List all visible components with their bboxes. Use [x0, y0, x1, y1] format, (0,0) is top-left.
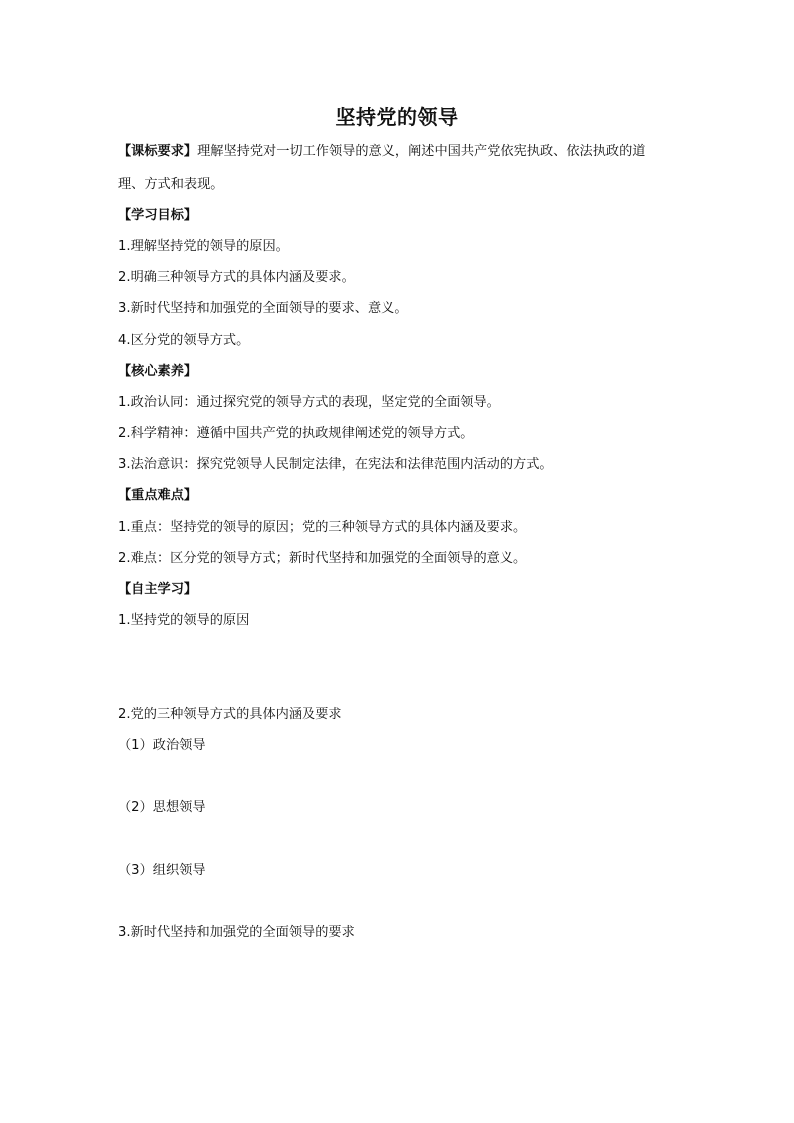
key-point-item: 2.难点：区分党的领导方式；新时代坚持和加强党的全面领导的意义。 [118, 551, 527, 566]
document-title: 坚持党的领导 [335, 105, 459, 129]
course-requirement-text: 理解坚持党对一切工作领导的意义，阐述中国共产党依宪执政、依法执政的道 [197, 144, 646, 159]
key-point-item: 1.重点：坚持党的领导的原因；党的三种领导方式的具体内涵及要求。 [118, 520, 527, 535]
self-study-question-2: 2.党的三种领导方式的具体内涵及要求 [118, 707, 342, 722]
course-requirement-line-1 [118, 143, 698, 161]
self-study-heading: 【自主学习】 [118, 582, 198, 597]
learning-goal-item: 4.区分党的领导方式。 [118, 333, 250, 348]
core-literacy-item: 1.政治认同：通过探究党的领导方式的表现，坚定党的全面领导。 [118, 395, 500, 410]
core-literacy-heading: 【核心素养】 [118, 364, 198, 379]
learning-goal-item: 1.理解坚持党的领导的原因。 [118, 239, 289, 254]
course-requirement-line-2: 理、方式和表现。 [118, 177, 224, 192]
learning-goal-item: 3.新时代坚持和加强党的全面领导的要求、意义。 [118, 301, 408, 316]
self-study-subitem: （2）思想领导 [118, 800, 206, 815]
self-study-subitem: （3）组织领导 [118, 863, 206, 878]
course-requirement-label: 【课标要求】 [118, 144, 198, 159]
core-literacy-item: 2.科学精神：遵循中国共产党的执政规律阐述党的领导方式。 [118, 426, 474, 441]
core-literacy-item: 3.法治意识：探究党领导人民制定法律，在宪法和法律范围内活动的方式。 [118, 457, 553, 472]
self-study-subitem: （1）政治领导 [118, 738, 206, 753]
learning-goal-item: 2.明确三种领导方式的具体内涵及要求。 [118, 270, 355, 285]
key-points-heading: 【重点难点】 [118, 488, 198, 503]
self-study-question-1: 1.坚持党的领导的原因 [118, 613, 250, 628]
learning-goals-heading: 【学习目标】 [118, 208, 198, 223]
self-study-question-3: 3.新时代坚持和加强党的全面领导的要求 [118, 925, 355, 940]
